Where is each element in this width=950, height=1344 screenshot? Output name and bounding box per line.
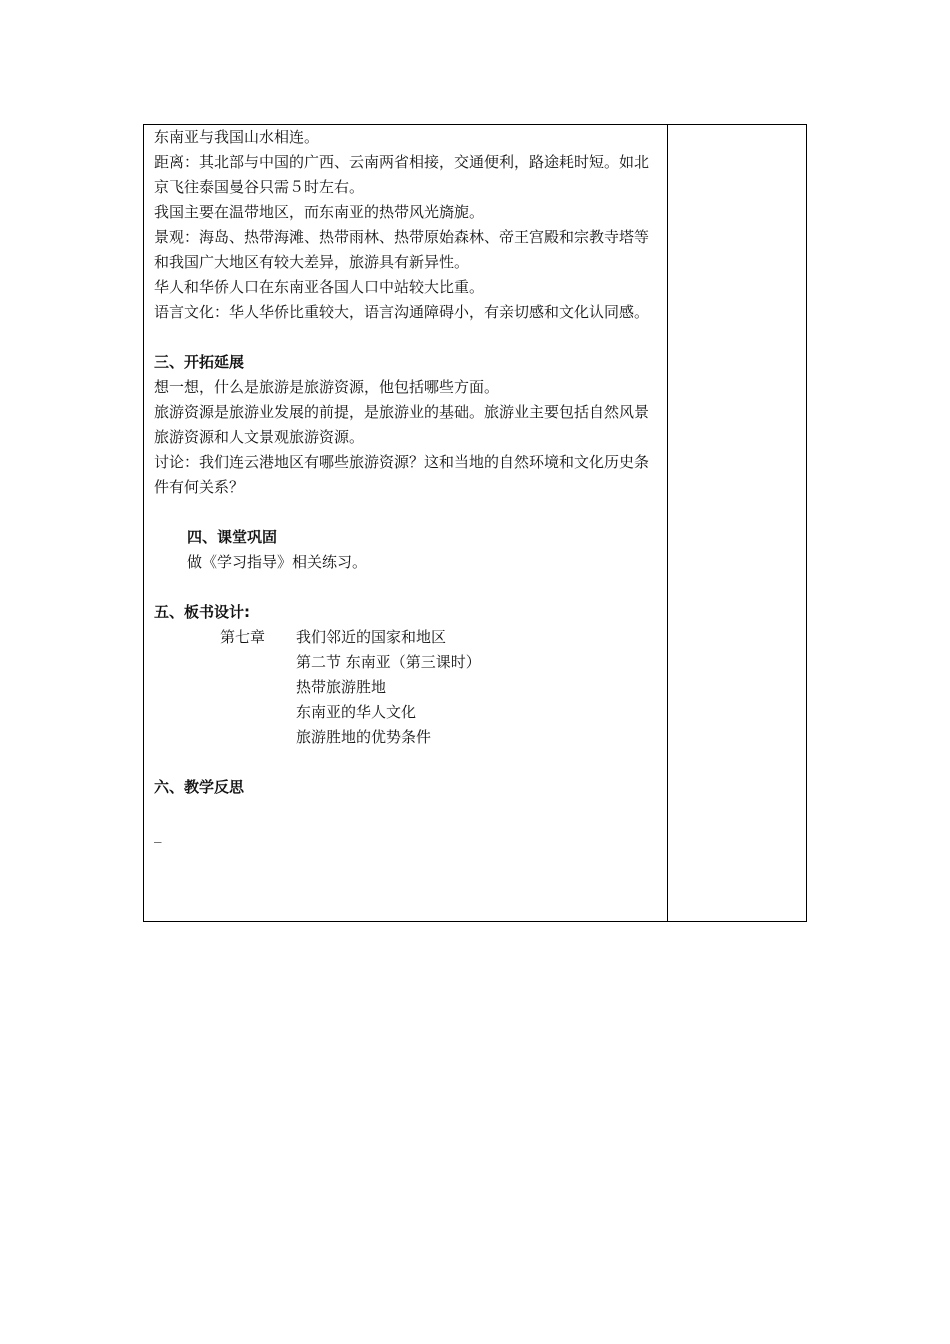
text-line: 语言文化：华人华侨比重较大，语言沟通障碍小，有亲切感和文化认同感。 — [154, 303, 650, 321]
text-line: 讨论：我们连云港地区有哪些旅游资源？这和当地的自然环境和文化历史条件有何关系？ — [154, 453, 650, 496]
lesson-content — [154, 125, 659, 847]
text-line: 东南亚与我国山水相连。 — [154, 128, 320, 146]
board-chapter — [154, 625, 659, 650]
text-line: 我国主要在温带地区，而东南亚的热带风光旖旎。 — [154, 203, 485, 221]
section-heading: 四、课堂巩固 — [187, 528, 278, 546]
text-line: 距离：其北部与中国的广西、云南两省相接，交通便利，路途耗时短。如北京飞往泰国曼谷只需５时左右。 — [154, 153, 650, 196]
text-line: 景观：海岛、热带海滩、热带雨林、热带原始森林、帝王宫殿和宗教寺塔等和我国广大地区有较大差异，旅游具有新异性。 — [154, 228, 650, 271]
board-item: 东南亚的华人文化 — [296, 703, 417, 721]
trailing-mark: _ — [154, 825, 162, 843]
section-heading: 六、教学反思 — [154, 778, 245, 796]
section-heading: 三、开拓延展 — [154, 353, 245, 371]
section-heading: 五、板书设计: — [154, 603, 250, 621]
board-chapter-number: 第七章 — [220, 628, 266, 646]
board-item: 旅游胜地的优势条件 — [296, 728, 432, 746]
board-chapter-title: 我们邻近的国家和地区 — [296, 628, 447, 646]
board-item: 第二节 东南亚（第三课时） — [296, 653, 481, 671]
board-item: 热带旅游胜地 — [296, 678, 387, 696]
text-line: 华人和华侨人口在东南亚各国人口中站较大比重。 — [154, 278, 485, 296]
text-line: 想一想，什么是旅游是旅游资源，他包括哪些方面。 — [154, 378, 500, 396]
lesson-table — [143, 124, 807, 922]
text-line: 做《学习指导》相关练习。 — [187, 553, 368, 571]
column-divider — [667, 125, 668, 921]
text-line: 旅游资源是旅游业发展的前提，是旅游业的基础。旅游业主要包括自然风景旅游资源和人文景观旅游资源。 — [154, 403, 650, 446]
